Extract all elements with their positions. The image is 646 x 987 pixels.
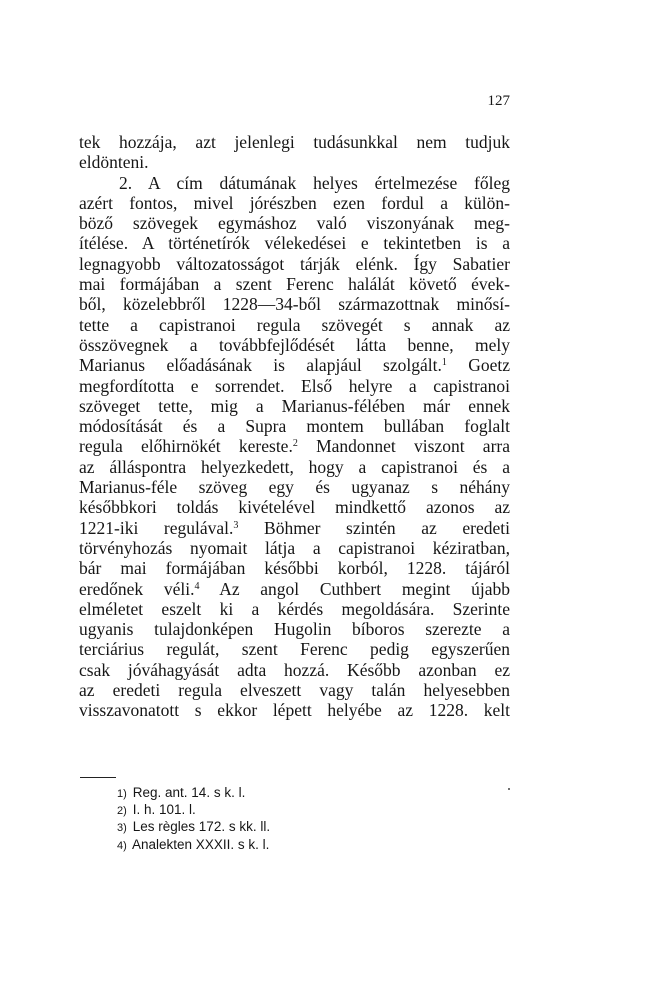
footnote-text: Les règles 172. s kk. ll. — [132, 819, 271, 835]
footnote-text: Analekten XXXII. s k. l. — [132, 836, 270, 852]
text-line — [79, 558, 510, 578]
text-line-main: elméletet eszelt ki a kérdés megoldására. Szerinte — [79, 598, 510, 619]
text-line-continuation: Mandonnet viszont arra — [297, 436, 510, 457]
text-line — [79, 518, 510, 538]
text-line-main: visszavonatott s ekkor lépett helyébe az 1228. kelt — [79, 700, 510, 721]
print-speck — [508, 788, 510, 790]
footnote — [117, 784, 270, 801]
footnote — [117, 836, 270, 853]
text-line-main: módosítását és a Supra montem bullában foglalt — [79, 416, 510, 437]
text-line — [79, 680, 510, 700]
text-line — [79, 152, 510, 172]
text-line — [79, 639, 510, 659]
text-line — [79, 538, 510, 558]
footnote-marker: 4) — [117, 839, 127, 852]
text-line — [79, 579, 510, 599]
text-line — [79, 457, 510, 477]
text-line — [79, 396, 510, 416]
footnote-separator — [80, 777, 116, 778]
text-line — [79, 660, 510, 680]
text-line-main: az eredeti regula elveszett vagy talán helyesebben — [79, 680, 510, 701]
text-line-main: összövegnek a továbbfejlődését látta benne, mely — [79, 334, 510, 355]
text-line-main: szöveget tette, mig a Marianus-félében már ennek — [79, 395, 510, 416]
text-line — [79, 274, 510, 294]
footnote-reference: 1 — [441, 357, 447, 369]
text-line-main: terciárius regulát, szent Ferenc pedig egyszerűen — [79, 639, 510, 660]
body-text — [79, 132, 510, 721]
text-line-main: 1221-iki regulával. — [79, 517, 234, 538]
text-line — [79, 173, 510, 193]
page-number: 127 — [487, 93, 510, 109]
text-line — [79, 497, 510, 517]
text-line — [79, 315, 510, 335]
text-line-main: későbbkori toldás kivételével mindkettő azonos az — [79, 497, 510, 518]
text-line — [79, 619, 510, 639]
text-line-main: eredőnek véli. — [79, 578, 195, 599]
text-line-main: eldönteni. — [79, 152, 149, 173]
text-line-main: regula előhirnökét kereste. — [79, 436, 293, 457]
text-line-main: ugyanis tulajdonképen Hugolin bíboros szerezte a — [79, 619, 510, 640]
text-line — [79, 193, 510, 213]
footnotes — [117, 784, 270, 853]
footnote-text: I. h. 101. l. — [132, 802, 196, 818]
text-line-continuation: Goetz — [446, 355, 510, 376]
text-line-main: 2. A cím dátumának helyes értelmezése főleg — [119, 172, 510, 193]
text-line-main: törvényhozás nyomait látja a capistranoi kéziratban, — [79, 537, 510, 558]
text-line — [79, 376, 510, 396]
text-line — [79, 335, 510, 355]
footnote-reference: 3 — [233, 519, 239, 531]
text-line — [79, 294, 510, 314]
text-line-main: Marianus előadásának is alapjául szolgált. — [79, 355, 442, 376]
footnote — [117, 801, 270, 818]
text-line — [79, 213, 510, 233]
text-line-main: azért fontos, mivel jórészben ezen fordul a külön- — [79, 192, 510, 213]
footnote-marker: 2) — [117, 805, 127, 818]
text-line — [79, 355, 510, 375]
text-line-continuation: Böhmer szintén az eredeti — [238, 517, 510, 538]
text-line-main: mai formájában a szent Ferenc halálát követő évek- — [79, 274, 510, 295]
text-line — [79, 233, 510, 253]
text-line-main: böző szövegek egymáshoz való viszonyának meg- — [79, 213, 510, 234]
text-line — [79, 132, 510, 152]
text-line-main: tette a capistranoi regula szövegét s annak az — [79, 314, 510, 335]
text-line-main: Marianus-féle szöveg egy és ugyanaz s néhány — [79, 477, 510, 498]
footnote-reference: 4 — [194, 580, 200, 592]
text-line — [79, 254, 510, 274]
text-line-main: tek hozzája, azt jelenlegi tudásunkkal nem tudjuk — [79, 132, 510, 152]
footnote-text: Reg. ant. 14. s k. l. — [132, 785, 246, 800]
text-line — [79, 599, 510, 619]
text-line-main: az álláspontra helyezkedett, hogy a capistranoi és a — [79, 456, 510, 477]
text-line — [79, 436, 510, 456]
text-line-main: bár mai formájában későbbi korból, 1228. tájáról — [79, 558, 510, 579]
footnote-marker: 3) — [117, 822, 127, 835]
text-line-main: ítélése. A történetírók vélekedései e tekintetben is a — [79, 233, 510, 254]
text-line-main: legnagyobb változatosságot tárják elénk. Így Sabatier — [79, 253, 510, 274]
text-line — [79, 477, 510, 497]
text-line — [79, 700, 510, 720]
text-line-main: megfordította e sorrendet. Első helyre a capistranoi — [79, 375, 510, 396]
text-line — [79, 416, 510, 436]
text-line-continuation: Az angol Cuthbert megint újabb — [199, 578, 510, 599]
text-line-main: ből, közelebbről 1228—34-ből származottnak minősí- — [79, 294, 510, 315]
footnote — [117, 818, 270, 835]
footnote-marker: 1) — [117, 788, 127, 800]
text-line-main: csak jóváhagyását adta hozzá. Később azonban ez — [79, 659, 510, 680]
footnote-reference: 2 — [292, 438, 298, 450]
